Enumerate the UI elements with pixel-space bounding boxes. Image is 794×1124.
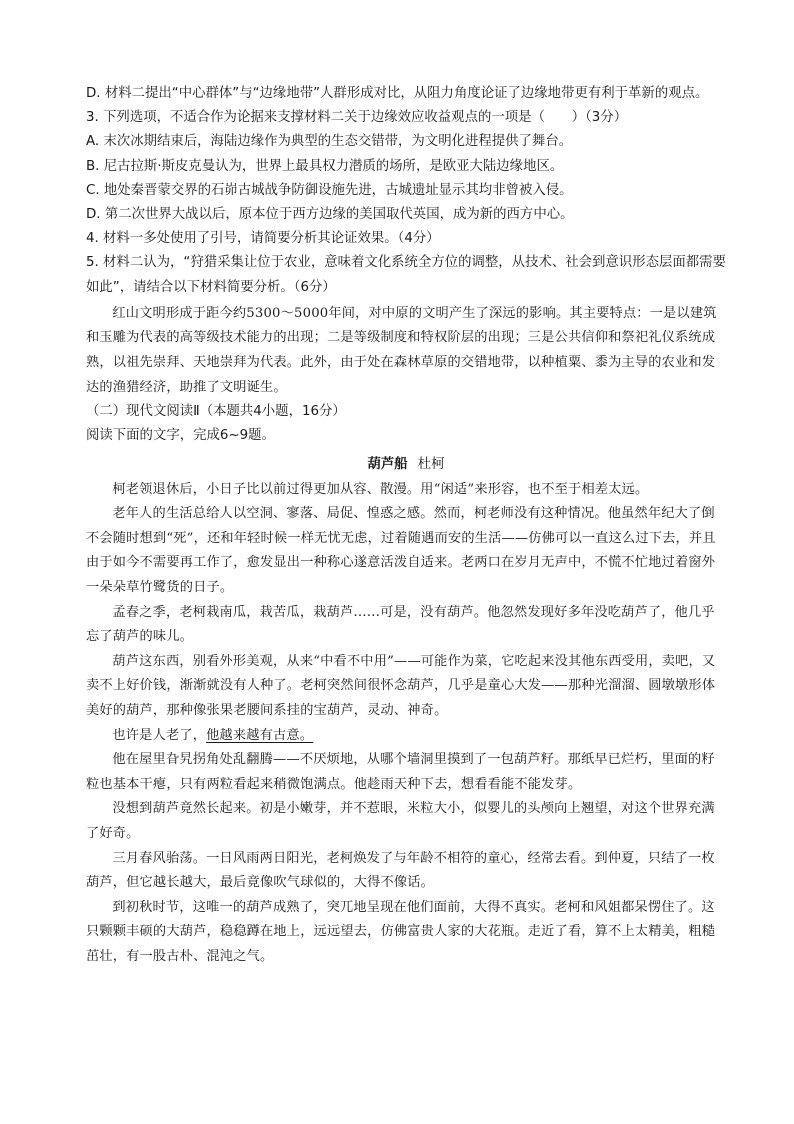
story-paragraph-text: 也许是人老了， <box>112 727 207 743</box>
question-3-option-c: C. 地处秦晋蒙交界的石峁古城战争防御设施先进，古城遗址显示其均非曾被入侵。 <box>86 182 573 198</box>
story-author: 杜柯 <box>417 456 445 472</box>
story-paragraph: 葫芦这东西，别看外形美观，从来“中看不中用”——可能作为菜，它吃起来没其他东西受用，卖吧，又卖不上好价钱，渐渐就没有人种了。老柯突然间很怀念葫芦，几乎是童心大发——那种光溜溜、圆墩墩形体美好的葫芦，那种像张果老腰间系挂的宝葫芦，灵动、神奇。 <box>86 653 716 718</box>
question-2-option-d: D. 材料二提出“中心群体”与“边缘地带”人群形成对比，从阻力角度论证了边缘地带更有利于革新的观点。 <box>86 86 709 101</box>
story-paragraph <box>86 724 726 749</box>
question-5-stem: 5. 材料二认为，“狩猎采集让位于农业，意味着文化系统全方位的调整，从技术、社会到意识形态层面都需要如此”，请结合以下材料简要分析。（6分） <box>86 255 726 295</box>
story-title <box>86 451 726 478</box>
question-3-option-b: B. 尼古拉斯·斯皮克曼认为，世界上最具权力潜质的场所，是欧亚大陆边缘地区。 <box>86 158 564 174</box>
story-title-text: 葫芦船 <box>367 455 408 472</box>
story-paragraph: 老年人的生活总给人以空洞、寥落、局促、惶惑之感。然而，柯老师没有这种情况。他虽然年纪大了倒不会随时想到“死”，还和年轻时候一样无忧无虑，过着随遇而安的生活——仿佛可以一直这么过下去，并且由于如今不需要再工作了，愈发显出一种称心遂意活泼自适来。老两口在岁月无声中，不慌不忙地过着窗外一朵朵草竹鹭货的日子。 <box>86 506 716 595</box>
question-4-stem: 4. 材料一多处使用了引号，请简要分析其论证效果。（4分） <box>86 231 440 247</box>
story-paragraph: 他在屋里旮旯拐角处乱翻腾——不厌烦地，从哪个墙洞里摸到了一包葫芦籽。那纸早已烂朽，里面的籽粒也基本干瘪，只有两粒看起来稍微饱满点。他趁雨天种下去，想看看能不能发芽。 <box>86 752 715 792</box>
question-5-material: 红山文明形成于距今约5300～5000年间，对中原的文明产生了深远的影响。其主要特点：一是以建筑和玉雕为代表的高等级技术能力的出现；二是等级制度和特权阶层的出现；三是公共信仰和祭祀礼仪系统成熟，以祖先崇拜、天地崇拜为代表。此外，由于处在森林草原的交错地带，以种植粟、黍为主导的农业和发达的渔猎经济，助推了文明诞生。 <box>86 305 717 395</box>
section-2-instruction: 阅读下面的文字，完成6~9题。 <box>86 428 275 444</box>
document-page <box>86 82 726 969</box>
story-paragraph: 三月春风骀荡。一日风雨两日阳光，老柯焕发了与年龄不相符的童心，经常去看。到仲夏，只结了一枚葫芦，但它越长越大，最后竟像吹气球似的，大得不像话。 <box>86 850 715 891</box>
question-3-option-d: D. 第二次世界大战以后，原本位于西方边缘的美国取代英国，成为新的西方中心。 <box>86 207 574 223</box>
underlined-sentence: 他越来越有古意。 <box>206 727 314 743</box>
story-paragraph: 孟春之季，老柯栽南瓜，栽苦瓜，栽葫芦……可是，没有葫芦。他忽然发现好多年没吃葫芦了，他几乎忘了葫芦的味儿。 <box>86 604 715 645</box>
section-2-title: （二）现代文阅读Ⅱ（本题共4小题，16分） <box>86 404 346 420</box>
story-paragraph: 柯老领退休后，小日子比以前过得更加从容、散漫。用“闲适”来形容，也不至于相差太远。 <box>112 481 649 497</box>
question-3-option-a: A. 末次冰期结束后，海陆边缘作为典型的生态交错带，为文明化进程提供了舞台。 <box>86 134 573 150</box>
question-3-stem: 3. 下列选项，不适合作为论据来支撑材料二关于边缘效应收益观点的一项是（ ）（3分） <box>86 110 628 126</box>
story-paragraph: 到初秋时节，这唯一的葫芦成熟了，突兀地呈现在他们面前，大得不真实。老柯和风姐都呆愣住了。这只颗颗丰硕的大葫芦，稳稳蹲在地上，远远望去，仿佛富贵人家的大花瓶。走近了看，算不上太精美，粗糙茁壮，有一股古朴、混沌之气。 <box>86 899 716 964</box>
story-paragraph: 没想到葫芦竟然长起来。初是小嫩芽，并不惹眼，米粒大小，似婴儿的头颅向上翘望，对这个世界充满了好奇。 <box>86 801 715 841</box>
